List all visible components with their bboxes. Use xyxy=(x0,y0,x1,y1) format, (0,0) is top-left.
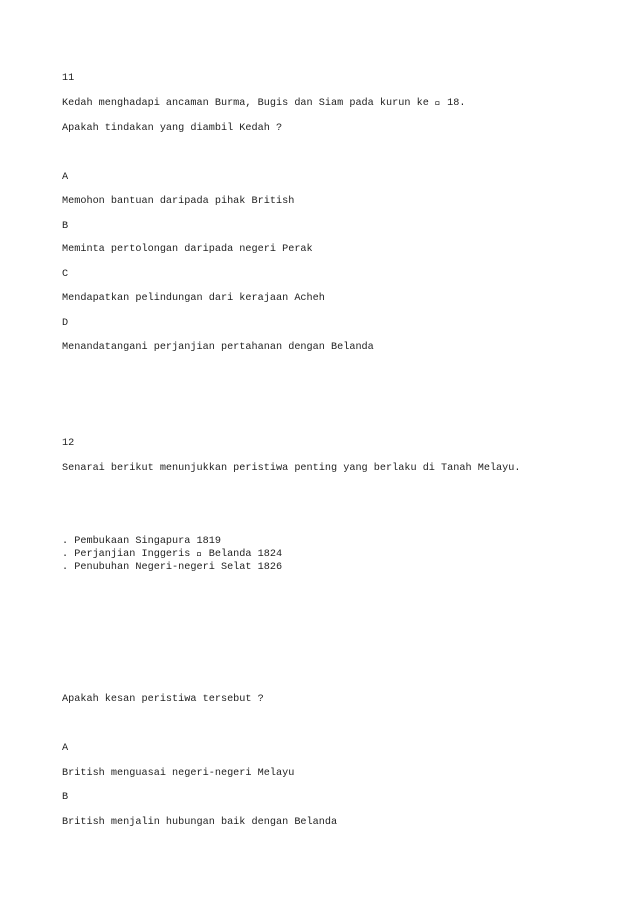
q11-option-b-letter: B xyxy=(62,221,69,232)
q12-option-a-text: British menguasai negeri-negeri Melayu xyxy=(62,768,295,779)
q12-event-2: . Perjanjian Inggeris Belanda 1824 xyxy=(62,549,283,560)
question-12-number: 12 xyxy=(62,438,75,449)
q11-option-c-text: Mendapatkan pelindungan dari kerajaan Acheh xyxy=(62,293,325,304)
q11-option-a-letter: A xyxy=(62,172,69,183)
q12-event-3: . Penubuhan Negeri-negeri Selat 1826 xyxy=(62,562,283,573)
q11-option-b-text: Meminta pertolongan daripada negeri Perak xyxy=(62,244,313,255)
question-11-question: Apakah tindakan yang diambil Kedah ? xyxy=(62,123,283,134)
q11-option-d-text: Menandatangani perjanjian pertahanan dengan Belanda xyxy=(62,342,374,353)
q12-option-a-letter: A xyxy=(62,743,69,754)
question-12-stem: Senarai berikut menunjukkan peristiwa penting yang berlaku di Tanah Melayu. xyxy=(62,463,521,474)
question-11-number: 11 xyxy=(62,73,75,84)
question-12-question: Apakah kesan peristiwa tersebut ? xyxy=(62,694,264,705)
q12-option-b-letter: B xyxy=(62,792,69,803)
q11-option-d-letter: D xyxy=(62,318,69,329)
q11-option-a-text: Memohon bantuan daripada pihak British xyxy=(62,196,295,207)
question-11-stem: Kedah menghadapi ancaman Burma, Bugis dan Siam pada kurun ke 18. xyxy=(62,98,466,109)
q12-event-1: . Pembukaan Singapura 1819 xyxy=(62,536,221,547)
q11-option-c-letter: C xyxy=(62,269,69,280)
q12-option-b-text: British menjalin hubungan baik dengan Belanda xyxy=(62,817,338,828)
